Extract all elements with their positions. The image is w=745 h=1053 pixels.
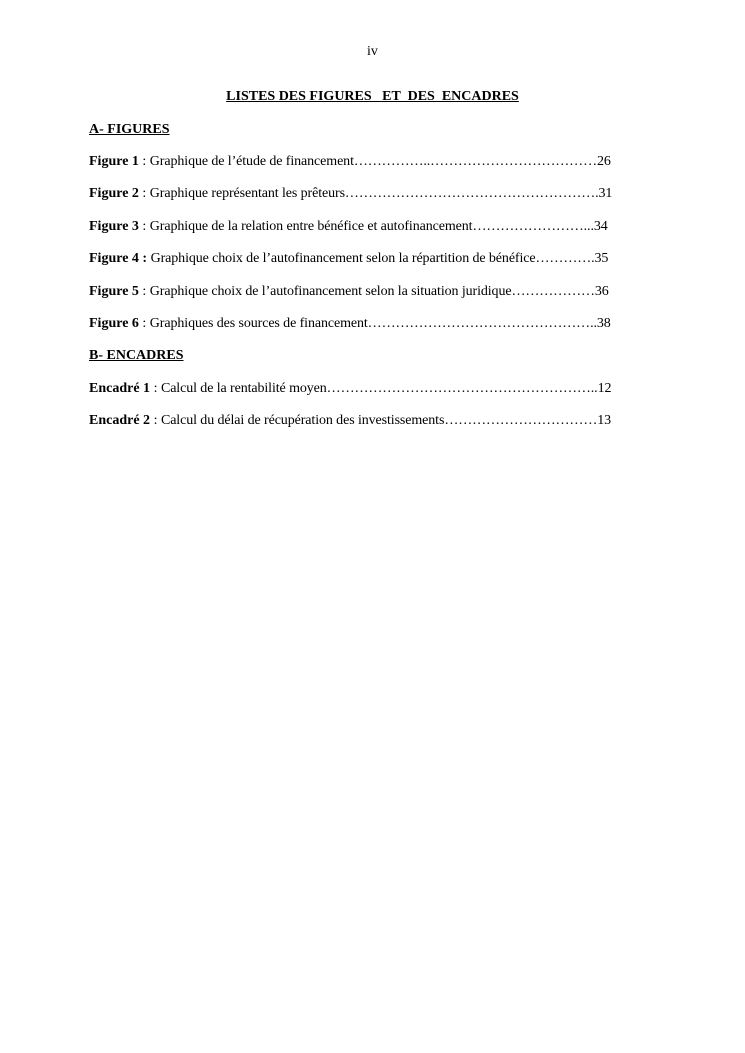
- toc-entry-separator: :: [150, 381, 161, 396]
- toc-entry-separator: :: [138, 186, 150, 201]
- toc-entry-label: Figure 2: [89, 186, 139, 201]
- toc-entry-label: Figure 6: [89, 316, 139, 331]
- toc-entry-text: Graphique de la relation entre bénéfice et autofinancement……………………...34: [149, 219, 608, 234]
- toc-entry-text: Graphique choix de l’autofinancement selon la situation juridique………………36: [149, 284, 609, 299]
- page-number: iv: [367, 44, 378, 59]
- toc-entry-figure-4: [89, 250, 655, 268]
- page-title: LISTES DES FIGURES ET DES ENCADRES: [226, 89, 519, 104]
- toc-entry-figure-3: [89, 218, 655, 236]
- toc-entry-label: Figure 1: [89, 154, 139, 169]
- section-heading-figures: A- FIGURES: [89, 122, 170, 137]
- toc-entry-text: Graphiques des sources de financement…………………………………………..38: [149, 316, 611, 331]
- toc-entry-label: Figure 5: [89, 284, 139, 299]
- toc-entry-encadre-2: [89, 412, 655, 430]
- toc-entry-text: Graphique représentant les prêteurs……………………………………………….31: [149, 186, 613, 201]
- toc-entry-text: Graphique choix de l’autofinancement selon la répartition de bénéfice………….35: [150, 251, 609, 266]
- toc-entry-separator: :: [138, 284, 150, 299]
- toc-entry-separator: :: [138, 154, 150, 169]
- toc-entry-separator: :: [138, 316, 150, 331]
- toc-entry-separator: :: [138, 219, 150, 234]
- toc-entry-separator: :: [150, 413, 161, 428]
- toc-entry-figure-5: [89, 283, 655, 301]
- toc-entry-text: Calcul du délai de récupération des investissements……………………………13: [160, 413, 612, 428]
- toc-entry-label: Figure 3: [89, 219, 139, 234]
- toc-entry-label: Figure 4 :: [89, 251, 148, 266]
- toc-entry-text: Graphique de l’étude de financement……………..………………………………26: [149, 154, 611, 169]
- toc-entry-label: Encadré 1: [89, 381, 151, 396]
- toc-entry-figure-1: [89, 153, 655, 171]
- toc-entry-figure-2: [89, 185, 655, 203]
- toc-entry-text: Calcul de la rentabilité moyen…………………………………………………..12: [160, 381, 612, 396]
- toc-entry-label: Encadré 2: [89, 413, 151, 428]
- toc-entry-figure-6: [89, 315, 655, 333]
- section-heading-encadres: B- ENCADRES: [89, 348, 184, 363]
- toc-entry-encadre-1: [89, 380, 655, 398]
